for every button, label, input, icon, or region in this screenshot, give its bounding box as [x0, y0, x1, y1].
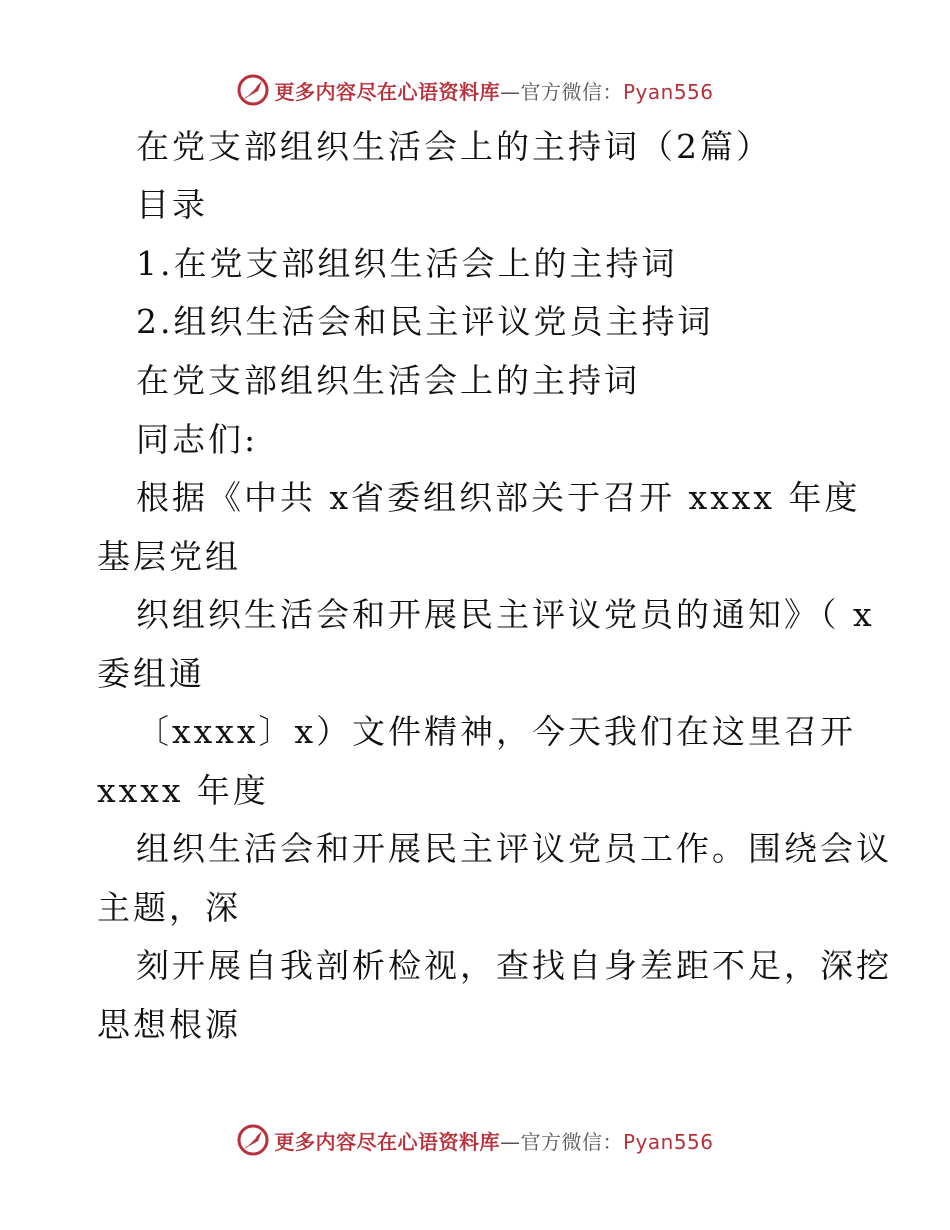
watermark-text [274, 76, 713, 105]
watermark-site: 更多内容尽在心语资料库 [274, 1129, 500, 1154]
paragraph-line: 组织生活会和开展民主评议党员工作。围绕会议 [136, 829, 892, 868]
footer-watermark [0, 1120, 950, 1160]
watermark-id: Pyan556 [622, 1129, 714, 1154]
quill-logo-icon [236, 1123, 270, 1157]
watermark-label: 官方微信： [520, 1129, 623, 1154]
watermark-group [236, 73, 713, 107]
paragraph-line: 主题，深 [97, 888, 241, 927]
paragraph-line: 织组织生活会和开展民主评议党员的通知》（ x [136, 595, 875, 634]
paragraph-line: 思想根源 [97, 1005, 241, 1044]
salutation: 同志们: [136, 420, 259, 459]
toc-heading: 目录 [136, 185, 208, 224]
paragraph-line: 委组通 [97, 654, 205, 693]
paragraph-line: 刻开展自我剖析检视，查找自身差距不足，深挖 [136, 946, 892, 985]
watermark-dash: — [499, 79, 521, 104]
toc-item-1: 1.在党支部组织生活会上的主持词 [136, 244, 678, 283]
paragraph-line: 〔xxxx〕x）文件精神，今天我们在这里召开 [136, 712, 857, 751]
paragraph-line: xxxx 年度 [97, 771, 269, 810]
watermark-label: 官方微信： [520, 79, 623, 104]
watermark-id: Pyan556 [622, 79, 714, 104]
watermark-group [236, 1123, 713, 1157]
watermark-text [274, 1126, 713, 1155]
document-title: 在党支部组织生活会上的主持词（2篇） [136, 127, 772, 166]
watermark-dash: — [499, 1129, 521, 1154]
section-heading: 在党支部组织生活会上的主持词 [136, 361, 640, 400]
watermark-site: 更多内容尽在心语资料库 [274, 79, 500, 104]
quill-logo-icon [236, 73, 270, 107]
paragraph-line: 根据《中共 x省委组织部关于召开 xxxx 年度 [136, 478, 861, 517]
toc-item-2: 2.组织生活会和民主评议党员主持词 [136, 302, 714, 341]
header-watermark [0, 70, 950, 110]
paragraph-line: 基层党组 [97, 537, 241, 576]
